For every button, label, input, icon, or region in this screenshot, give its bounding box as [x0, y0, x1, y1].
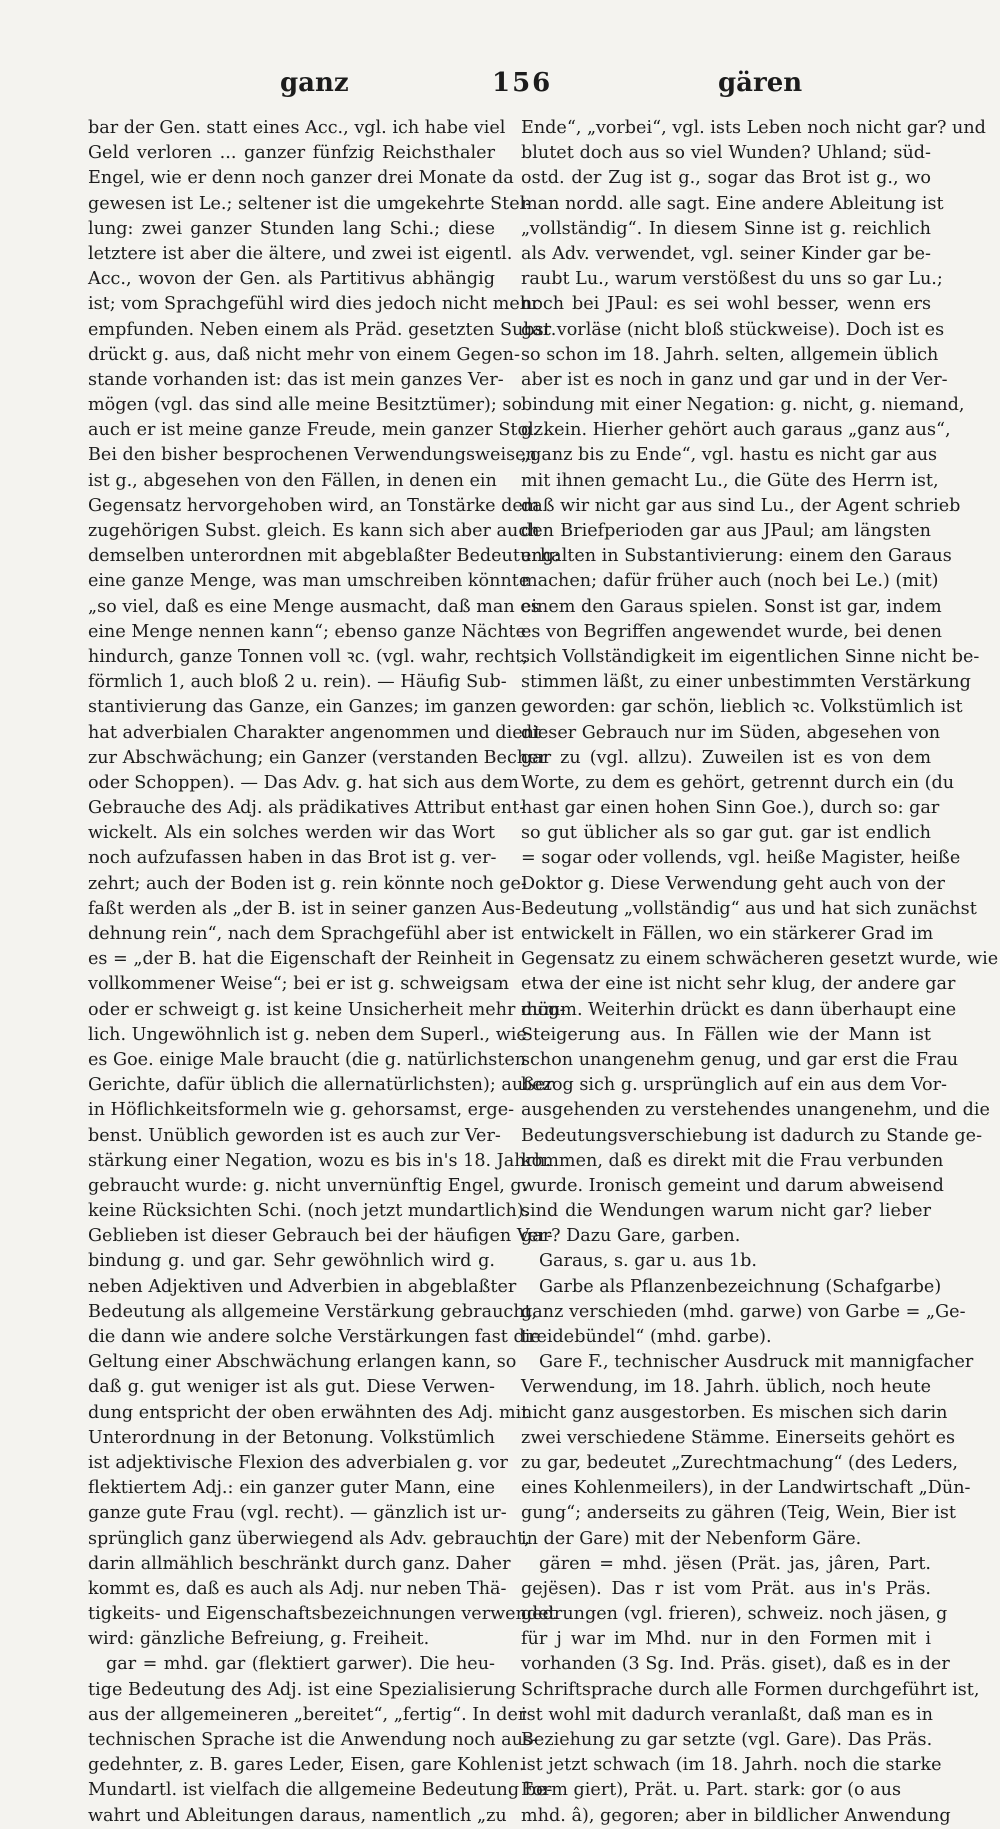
text-line: hast gar einen hohen Sinn Goe.), durch so: gar: [521, 798, 940, 819]
text-line: treidebündel“ (mhd. garbe).: [521, 1327, 772, 1347]
text-line: vorhanden (3 Sg. Ind. Präs. giset), daß es in der: [521, 1654, 950, 1675]
text-line: Worte, zu dem es gehört, getrennt durch ein (du: [521, 772, 955, 793]
text-line: gedehnter, z. B. gares Leder, Eisen, gare Kohlen.: [88, 1755, 525, 1776]
text-line: auch er ist meine ganze Freude, mein ganzer Stolz.: [88, 420, 549, 441]
text-line: Schriftsprache durch alle Formen durchgeführt ist,: [521, 1679, 980, 1700]
text-line: Acc., wovon der Gen. als Partitivus abhängig: [88, 269, 495, 290]
text-line: daß wir nicht gar aus sind Lu., der Agent schrieb: [521, 495, 961, 516]
text-line: technischen Sprache ist die Anwendung noch aus-: [88, 1730, 538, 1750]
text-line: stande vorhanden ist: das ist mein ganzes Ver-: [88, 369, 504, 390]
text-line: eines Kohlenmeilers), in der Landwirtschaft „Dün-: [521, 1478, 971, 1499]
left-column: [88, 116, 566, 1826]
text-line: Geld verloren ... ganzer fünfzig Reichsthaler: [88, 143, 495, 164]
text-line: Bei den bisher besprochenen Verwendungsweisen: [88, 445, 537, 466]
text-line: oder er schweigt g. ist keine Unsicherheit mehr mög-: [88, 999, 566, 1020]
text-line: noch aufzufassen haben in das Brot ist g. ver-: [88, 848, 497, 869]
text-line: in der Gare) mit der Nebenform Gäre.: [521, 1528, 862, 1549]
text-line: g. kein. Hierher gehört auch garaus „ganz aus“,: [521, 420, 951, 441]
text-line: Geltung einer Abschwächung erlangen kann, so: [88, 1352, 517, 1373]
text-line: bezog sich g. ursprünglich auf ein aus dem Vor-: [521, 1075, 947, 1096]
text-line: eine ganze Menge, was man umschreiben könnte: [88, 571, 530, 592]
text-line: gar = mhd. gar (flektiert garwer). Die heu-: [106, 1654, 495, 1675]
text-line: in Höflichkeitsformeln wie g. gehorsamst, erge-: [88, 1100, 515, 1121]
text-line: = sogar oder vollends, vgl. heiße Magister, heiße: [521, 848, 961, 869]
text-line: zwei verschiedene Stämme. Einerseits gehört es: [521, 1427, 956, 1448]
text-line: Gare F., technischer Ausdruck mit mannigfacher: [539, 1352, 974, 1373]
text-line: keine Rücksichten Schi. (noch jetzt mundartlich).: [88, 1201, 530, 1222]
text-line: gären = mhd. jësen (Prät. jas, jâren, Part.: [539, 1553, 931, 1574]
page-header: [0, 62, 1000, 102]
text-line: dehnung rein“, nach dem Sprachgefühl aber ist: [88, 924, 514, 944]
text-line: aus der allgemeineren „bereitet“, „fertig“. In der: [88, 1704, 527, 1725]
text-line: nicht ganz ausgestorben. Es mischen sich darin: [521, 1402, 948, 1423]
text-line: neben Adjektiven und Adverbien in abgeblaßter: [88, 1276, 517, 1297]
text-line: man nordd. alle sagt. Eine andere Ableitung ist: [521, 193, 944, 214]
text-line: zehrt; auch der Boden ist g. rein könnte noch ge-: [88, 873, 527, 894]
text-line: gar zu (vgl. allzu). Zuweilen ist es von dem: [521, 747, 931, 768]
text-line: bindung mit einer Negation: g. nicht, g. niemand,: [521, 395, 965, 416]
text-line: stärkung einer Negation, wozu es bis in's 18. Jahrh.: [88, 1150, 551, 1171]
text-line: machen; dafür früher auch (noch bei Le.) (mit): [521, 571, 939, 592]
text-line: Beziehung zu gar setzte (vgl. Gare). Das Präs.: [521, 1730, 933, 1750]
text-line: einem den Garaus spielen. Sonst ist gar, indem: [521, 596, 942, 617]
text-line: Mundartl. ist vielfach die allgemeine Bedeutung be-: [88, 1780, 553, 1801]
text-line: mhd. â), gegoren; aber in bildlicher Anwendung: [521, 1805, 951, 1826]
text-line: Steigerung aus. In Fällen wie der Mann ist: [521, 1024, 931, 1045]
text-line: letztere ist aber die ältere, und zwei ist eigentl.: [88, 243, 513, 264]
text-line: Engel, wie er denn noch ganzer drei Monate da: [88, 168, 514, 189]
text-line: ausgehenden zu verstehendes unangenehm, und die: [521, 1100, 990, 1121]
text-line: faßt werden als „der B. ist in seiner ganzen Aus-: [88, 898, 521, 919]
text-line: Unterordnung in der Betonung. Volkstümlich: [88, 1427, 495, 1448]
text-line: ist wohl mit dadurch veranlaßt, daß man es in: [521, 1704, 933, 1725]
text-line: vollkommener Weise“; bei er ist g. schweigsam: [88, 974, 510, 995]
text-line: ganz verschieden (mhd. garwe) von Garbe = „Ge-: [521, 1301, 966, 1322]
text-line: gejësen). Das r ist vom Prät. aus in's Präs.: [521, 1578, 931, 1599]
text-line: Ende“, „vorbei“, vgl. ists Leben noch nicht gar? und: [521, 118, 986, 138]
text-line: sind die Wendungen warum nicht gar? lieber: [521, 1201, 931, 1222]
text-line: es = „der B. hat die Eigenschaft der Reinheit in: [88, 949, 515, 970]
text-line: Gerichte, dafür üblich die allernatürlichsten); außer: [88, 1075, 554, 1096]
text-line: ostd. der Zug ist g., sogar das Brot ist g., wo: [521, 168, 931, 189]
text-line: empfunden. Neben einem als Präd. gesetzten Subst.: [88, 319, 557, 340]
text-line: etwa der eine ist nicht sehr klug, der andere gar: [521, 974, 956, 995]
text-line: eine Menge nennen kann“; ebenso ganze Nächte: [88, 621, 527, 642]
text-line: Bedeutung als allgemeine Verstärkung gebraucht,: [88, 1301, 538, 1322]
text-line: als Adv. verwendet, vgl. seiner Kinder gar be-: [521, 243, 931, 264]
text-line: noch bei JPaul: es sei wohl besser, wenn ers: [521, 294, 931, 315]
text-line: wird: gänzliche Befreiung, g. Freiheit.: [88, 1629, 430, 1650]
text-line: kommt es, daß es auch als Adj. nur neben Thä-: [88, 1578, 507, 1599]
text-line: wurde. Ironisch gemeint und darum abweisend: [521, 1175, 944, 1196]
text-line: förmlich 1, auch bloß 2 u. rein). — Häufig Sub-: [88, 672, 507, 693]
text-line: schon unangenehm genug, und gar erst die Frau: [521, 1049, 959, 1070]
text-line: Verwendung, im 18. Jahrh. üblich, noch heute: [521, 1377, 931, 1398]
text-line: sich Vollständigkeit im eigentlichen Sinne nicht be-: [521, 646, 980, 667]
page-number: 156: [492, 68, 553, 98]
text-line: gar vorläse (nicht bloß stückweise). Doch ist es: [521, 319, 945, 340]
text-line: hat adverbialen Charakter angenommen und dient: [88, 722, 542, 743]
text-line: zu gar, bedeutet „Zurechtmachung“ (des Leders,: [521, 1452, 959, 1473]
text-line: kommen, daß es direkt mit die Frau verbunden: [521, 1150, 944, 1171]
text-line: demselben unterordnen mit abgeblaßter Bedeutung:: [88, 546, 560, 567]
text-line: erhalten in Substantivierung: einem den Garaus: [521, 546, 952, 567]
text-line: es Goe. einige Male braucht (die g. natürlichsten: [88, 1049, 527, 1070]
text-line: bindung g. und gar. Sehr gewöhnlich wird g.: [88, 1251, 495, 1272]
text-line: „so viel, daß es eine Menge ausmacht, daß man es: [88, 596, 540, 617]
text-line: ganze gute Frau (vgl. recht). — gänzlich ist ur-: [88, 1503, 507, 1524]
text-line: Gegensatz zu einem schwächeren gesetzt wurde, wie: [521, 949, 999, 970]
text-line: oder Schoppen). — Das Adv. g. hat sich aus dem: [88, 772, 519, 793]
running-headword-right: gären: [718, 68, 803, 98]
text-line: Bedeutungsverschiebung ist dadurch zu Stande ge-: [521, 1125, 983, 1146]
text-line: lung: zwei ganzer Stunden lang Schi.; diese: [88, 218, 495, 239]
text-line: Form giert), Prät. u. Part. stark: gor (o aus: [521, 1780, 902, 1801]
text-line: entwickelt in Fällen, wo ein stärkerer Grad im: [521, 924, 934, 944]
running-headword-left: ganz: [280, 68, 349, 98]
text-line: tigkeits- und Eigenschaftsbezeichnungen verwendet: [88, 1604, 556, 1625]
text-line: zugehörigen Subst. gleich. Es kann sich aber auch: [88, 521, 540, 541]
text-line: mögen (vgl. das sind alle meine Besitztümer); so: [88, 395, 523, 416]
text-line: zur Abschwächung; ein Ganzer (verstanden Becher: [88, 747, 547, 768]
text-line: so schon im 18. Jahrh. selten, allgemein üblich: [521, 344, 939, 365]
text-line: für j war im Mhd. nur in den Formen mit i: [521, 1629, 931, 1650]
text-line: drückt g. aus, daß nicht mehr von einem Gegen-: [88, 344, 520, 365]
text-line: es von Begriffen angewendet wurde, bei denen: [521, 621, 942, 642]
text-line: mit ihnen gemacht Lu., die Güte des Herrn ist,: [521, 470, 939, 491]
text-line: tige Bedeutung des Adj. ist eine Spezialisierung: [88, 1679, 517, 1700]
text-line: wahrt und Ableitungen daraus, namentlich „zu: [88, 1805, 507, 1826]
text-line: Gegensatz hervorgehoben wird, an Tonstärke dem: [88, 495, 540, 516]
text-line: gung“; anderseits zu gähren (Teig, Wein, Bier ist: [521, 1503, 957, 1524]
text-line: gewesen ist Le.; seltener ist die umgekehrte Stel-: [88, 193, 532, 214]
text-line: Garaus, s. gar u. aus 1b.: [539, 1251, 757, 1272]
text-line: „vollständig“. In diesem Sinne ist g. reichlich: [521, 218, 931, 239]
text-line: die dann wie andere solche Verstärkungen fast die: [88, 1327, 541, 1347]
text-line: ist g., abgesehen von den Fällen, in denen ein: [88, 470, 497, 491]
text-line: darin allmählich beschränkt durch ganz. Daher: [88, 1553, 511, 1574]
text-line: Geblieben ist dieser Gebrauch bei der häufigen Ver-: [88, 1226, 553, 1247]
text-line: aber ist es noch in ganz und gar und in der Ver-: [521, 369, 948, 390]
text-line: geworden: gar schön, lieblich ꝛc. Volkstümlich ist: [521, 697, 963, 718]
text-line: ist; vom Sprachgefühl wird dies jedoch nicht mehr: [88, 294, 540, 315]
text-line: hindurch, ganze Tonnen voll ꝛc. (vgl. wahr, recht,: [88, 646, 528, 667]
text-line: blutet doch aus so viel Wunden? Uhland; süd-: [521, 143, 931, 164]
text-line: daß g. gut weniger ist als gut. Diese Verwen-: [88, 1377, 495, 1398]
text-line: Gebrauche des Adj. als prädikatives Attribut ent-: [88, 798, 526, 819]
text-line: benst. Unüblich geworden ist es auch zur Ver-: [88, 1125, 501, 1146]
text-line: so gut üblicher als so gar gut. gar ist endlich: [521, 823, 931, 844]
text-line: stantivierung das Ganze, ein Ganzes; im ganzen: [88, 697, 517, 718]
text-line: bar der Gen. statt eines Acc., vgl. ich habe viel: [88, 118, 506, 138]
right-column: [521, 116, 999, 1826]
text-line: Bedeutung „vollständig“ aus und hat sich zunächst: [521, 898, 977, 919]
text-line: Garbe als Pflanzenbezeichnung (Schafgarbe): [539, 1276, 942, 1297]
text-line: gebraucht wurde: g. nicht unvernünftig Engel, g.: [88, 1175, 528, 1196]
text-line: flektiertem Adj.: ein ganzer guter Mann, eine: [88, 1478, 495, 1499]
text-line: „ganz bis zu Ende“, vgl. hastu es nicht gar aus: [521, 445, 938, 466]
text-line: gar? Dazu Gare, garben.: [521, 1226, 741, 1247]
text-line: Doktor g. Diese Verwendung geht auch von der: [521, 873, 945, 894]
text-line: raubt Lu., warum verstößest du uns so gar Lu.;: [521, 269, 943, 290]
text-line: wickelt. Als ein solches werden wir das Wort: [88, 823, 495, 844]
text-line: stimmen läßt, zu einer unbestimmten Verstärkung: [521, 672, 971, 693]
text-line: dung entspricht der oben erwähnten des Adj. mit: [88, 1402, 529, 1423]
text-line: ist jetzt schwach (im 18. Jahrh. noch die starke: [521, 1755, 942, 1776]
text-line: dieser Gebrauch nur im Süden, abgesehen von: [521, 722, 941, 743]
text-line: dumm. Weiterhin drückt es dann überhaupt eine: [521, 999, 957, 1020]
text-line: gedrungen (vgl. frieren), schweiz. noch jäsen, g: [521, 1604, 948, 1625]
text-line: sprünglich ganz überwiegend als Adv. gebraucht,: [88, 1528, 530, 1549]
text-line: ist adjektivische Flexion des adverbialen g. vor: [88, 1452, 508, 1473]
text-line: den Briefperioden gar aus JPaul; am längsten: [521, 521, 931, 541]
text-line: lich. Ungewöhnlich ist g. neben dem Superl., wie: [88, 1024, 527, 1045]
